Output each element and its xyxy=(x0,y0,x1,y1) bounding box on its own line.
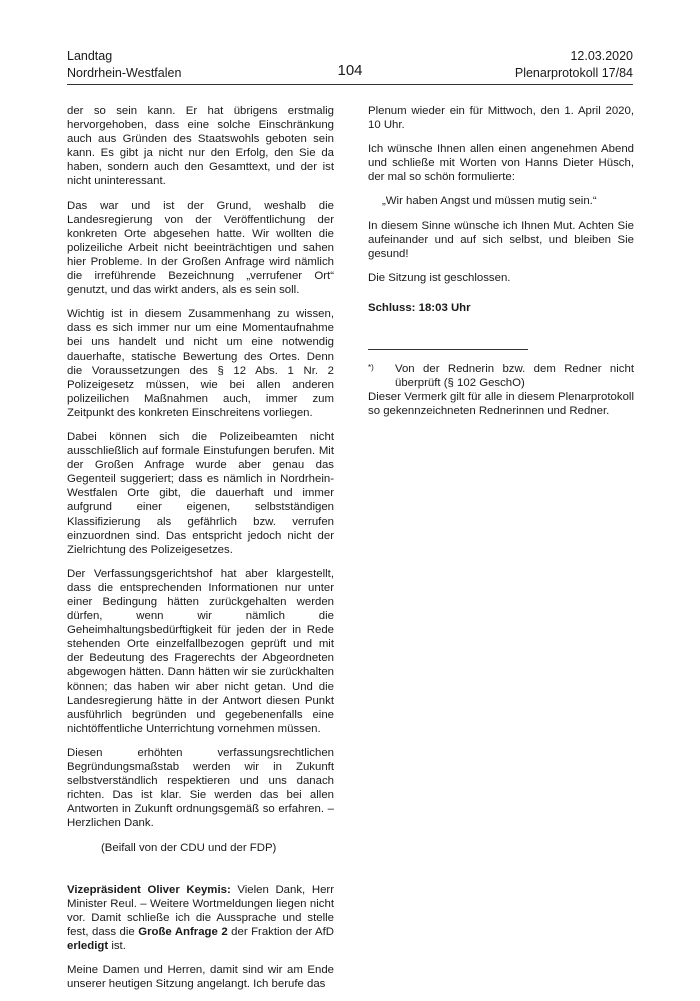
paragraph: der so sein kann. Er hat übrigens erstmalig hervorgehoben, dass eine solche Einschränkung auch aus Gründen des Staatswohls geboten sein kann. Es gibt ja nicht nur den Erfolg, den Sie da haben, sondern auch den Gesamttext, und der ist nicht uninteressant. xyxy=(67,105,334,188)
session-end-time: Schluss: 18:03 Uhr xyxy=(368,301,471,314)
paragraph: Dabei können sich die Polizeibeamten nicht ausschließlich auf formale Einstufungen berufen. Mit der Großen Anfrage wurde aber genau das Gegenteil suggeriert; dass es nämlich in Nordrhein-Westfalen Orte gibt, die dauerhaft und immer aufgrund einer eigenen, selbstständigen Klassifizierung als gefährlich bzw. verrufen einzuordnen sind. Das entspricht jedoch nicht der Zielrichtung des Polizeigesetzes. xyxy=(67,430,334,556)
paragraph: Diesen erhöhten verfassungsrechtlichen Begründungsmaßstab werden wir in Zukunft selbstverständlich respektieren und uns danach richten. Das ist klar. Sie werden das bei allen Antworten in Zukunft ordnungsgemäß so erfahren. – Herzlichen Dank. xyxy=(67,746,334,830)
speaker-paragraph xyxy=(67,883,334,953)
footnote-continuation: Dieser Vermerk gilt für alle in diesem Plenarprotokoll so gekennzeichneten Rednerinnen und Redner. xyxy=(368,391,634,418)
footnote-text: Von der Rednerin bzw. dem Redner nicht überprüft (§ 102 GeschO) xyxy=(395,363,634,390)
paragraph: Wichtig ist in diesem Zusammenhang zu wissen, dass es sich immer nur um eine Momentaufnahme bei uns handelt und nicht um eine notwendig dauerhafte, statische Bewertung des Ortes. Denn die Voraussetzungen des § 12 Abs. 1 Nr. 2 Polizeigesetz müssen, wie bei allen anderen polizeilichen Maßnahmen auch, immer zum Zeitpunkt des konkreten Einschreitens vorliegen. xyxy=(67,308,334,419)
header-protocol-number: Plenarprotokoll 17/84 xyxy=(514,66,633,80)
paragraph: Die Sitzung ist geschlossen. xyxy=(368,271,511,284)
quotation: „Wir haben Angst und müssen mutig sein.“ xyxy=(382,195,597,208)
paragraph: Meine Damen und Herren, damit sind wir am Ende unserer heutigen Sitzung angelangt. Ich berufe das xyxy=(67,964,334,991)
speaker-name: Vizepräsident Oliver Keymis: xyxy=(67,883,231,896)
speech-text: der Fraktion der AfD xyxy=(227,925,335,938)
paragraph: Ich wünsche Ihnen allen einen angenehmen Abend und schließe mit Worten von Hanns Dieter Hüsch, der mal so schön formulierte: xyxy=(368,143,634,184)
paragraph: In diesem Sinne wünsche ich Ihnen Mut. Achten Sie aufeinander und auf sich selbst, und bleiben Sie gesund! xyxy=(368,219,634,260)
header-date: 12.03.2020 xyxy=(570,49,633,63)
right-column xyxy=(368,104,634,428)
paragraph: Das war und ist der Grund, weshalb die Landesregierung von der Veröffentlichung der konkreten Orte abgesehen hatte. Wir wollten die polizeiliche Arbeit nicht beeinträchtigen und sahen hier Probleme. In der Großen Anfrage wird nämlich die irreführende Bezeichnung „verrufener Ort“ genutzt, und das wirkt anders, als es sein soll. xyxy=(67,199,334,297)
speech-text: ist. xyxy=(108,939,126,952)
paragraph: Plenum wieder ein für Mittwoch, den 1. April 2020, 10 Uhr. xyxy=(368,105,634,132)
page-number: 104 xyxy=(337,62,363,79)
header-state: Nordrhein-Westfalen xyxy=(67,66,182,80)
footnote xyxy=(368,362,634,390)
paragraph: Der Verfassungsgerichtshof hat aber klargestellt, dass die entsprechenden Informationen nur unter einer Bedingung hätten zurückgehalten werden dürfen, wenn wir nämlich die Geheimhaltungsbedürftigkeit für jeden der in Rede stehenden Orte einzelfallbezogen geprüft und mit der Bedeutung des Fragerechts der Abgeordneten abgewogen hätten. Dann hätten wir sie zurückhalten können; das haben wir aber nicht getan. Und die Landesregierung hätte in der Antwort diesen Punkt ausführlich begründen und gegebenenfalls eine nichtöffentliche Unterrichtung vornehmen müssen. xyxy=(67,567,334,735)
speech-text: Vielen Dank, Herr Minister Reul. – Weitere Wortmeldungen liegen nicht vor. Damit schließe ich die Aussprache und stelle fest, dass die xyxy=(67,883,334,938)
header-parliament: Landtag xyxy=(67,49,113,63)
header-right xyxy=(515,48,633,82)
page-header xyxy=(67,48,633,85)
footnote-divider xyxy=(368,349,528,350)
applause-note: (Beifall von der CDU und der FDP) xyxy=(101,841,277,854)
footnote-mark: *) xyxy=(368,363,374,373)
status-done: erledigt xyxy=(67,939,109,952)
left-column xyxy=(67,104,334,1001)
inquiry-reference: Große Anfrage 2 xyxy=(138,925,228,938)
